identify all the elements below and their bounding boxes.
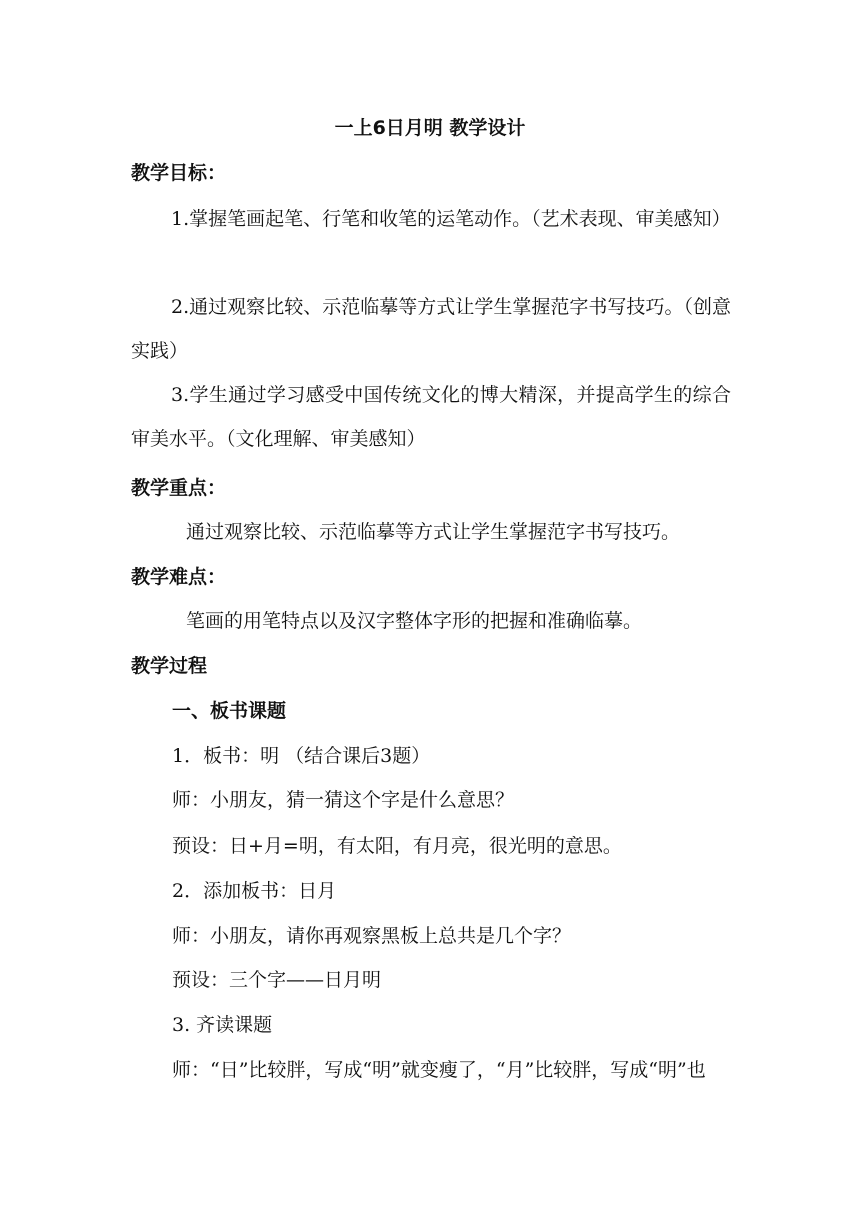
- process-line-6: 预设：三个字——日月明: [172, 969, 382, 991]
- section1-heading: 一、板书课题: [172, 700, 287, 722]
- process-line-1: 1．板书：明 （结合课后3题）: [172, 745, 431, 767]
- key-points-heading: 教学重点：: [131, 477, 227, 499]
- process-line-5: 师：小朋友，请你再观察黑板上总共是几个字？: [172, 925, 572, 947]
- document-title: 一上6日月明 教学设计: [334, 117, 526, 139]
- difficulties-heading: 教学难点：: [131, 566, 227, 588]
- process-line-2: 师：小朋友，猜一猜这个字是什么意思？: [172, 789, 515, 811]
- objective-item-1: 1.掌握笔画起笔、行笔和收笔的运笔动作。（艺术表现、审美感知）: [171, 208, 731, 230]
- process-heading: 教学过程: [131, 655, 208, 677]
- objective-item-3: 3.学生通过学习感受中国传统文化的博大精深，并提高学生的综合审美水平。（文化理解、审美感知）: [131, 384, 731, 450]
- key-points-text: 通过观察比较、示范临摹等方式让学生掌握范字书写技巧。: [186, 521, 681, 543]
- process-line-7: 3. 齐读课题: [172, 1014, 273, 1036]
- process-line-4: 2．添加板书：日月: [172, 880, 337, 902]
- objectives-heading: 教学目标：: [131, 162, 227, 184]
- difficulties-text: 笔画的用笔特点以及汉字整体字形的把握和准确临摹。: [186, 610, 643, 632]
- process-line-8: 师：“日”比较胖，写成“明”就变瘦了，“月”比较胖，写成“明”也: [172, 1059, 706, 1081]
- process-line-3: 预设：日+月=明，有太阳，有月亮，很光明的意思。: [172, 835, 622, 857]
- objective-item-2: 2.通过观察比较、示范临摹等方式让学生掌握范字书写技巧。（创意实践）: [131, 296, 731, 362]
